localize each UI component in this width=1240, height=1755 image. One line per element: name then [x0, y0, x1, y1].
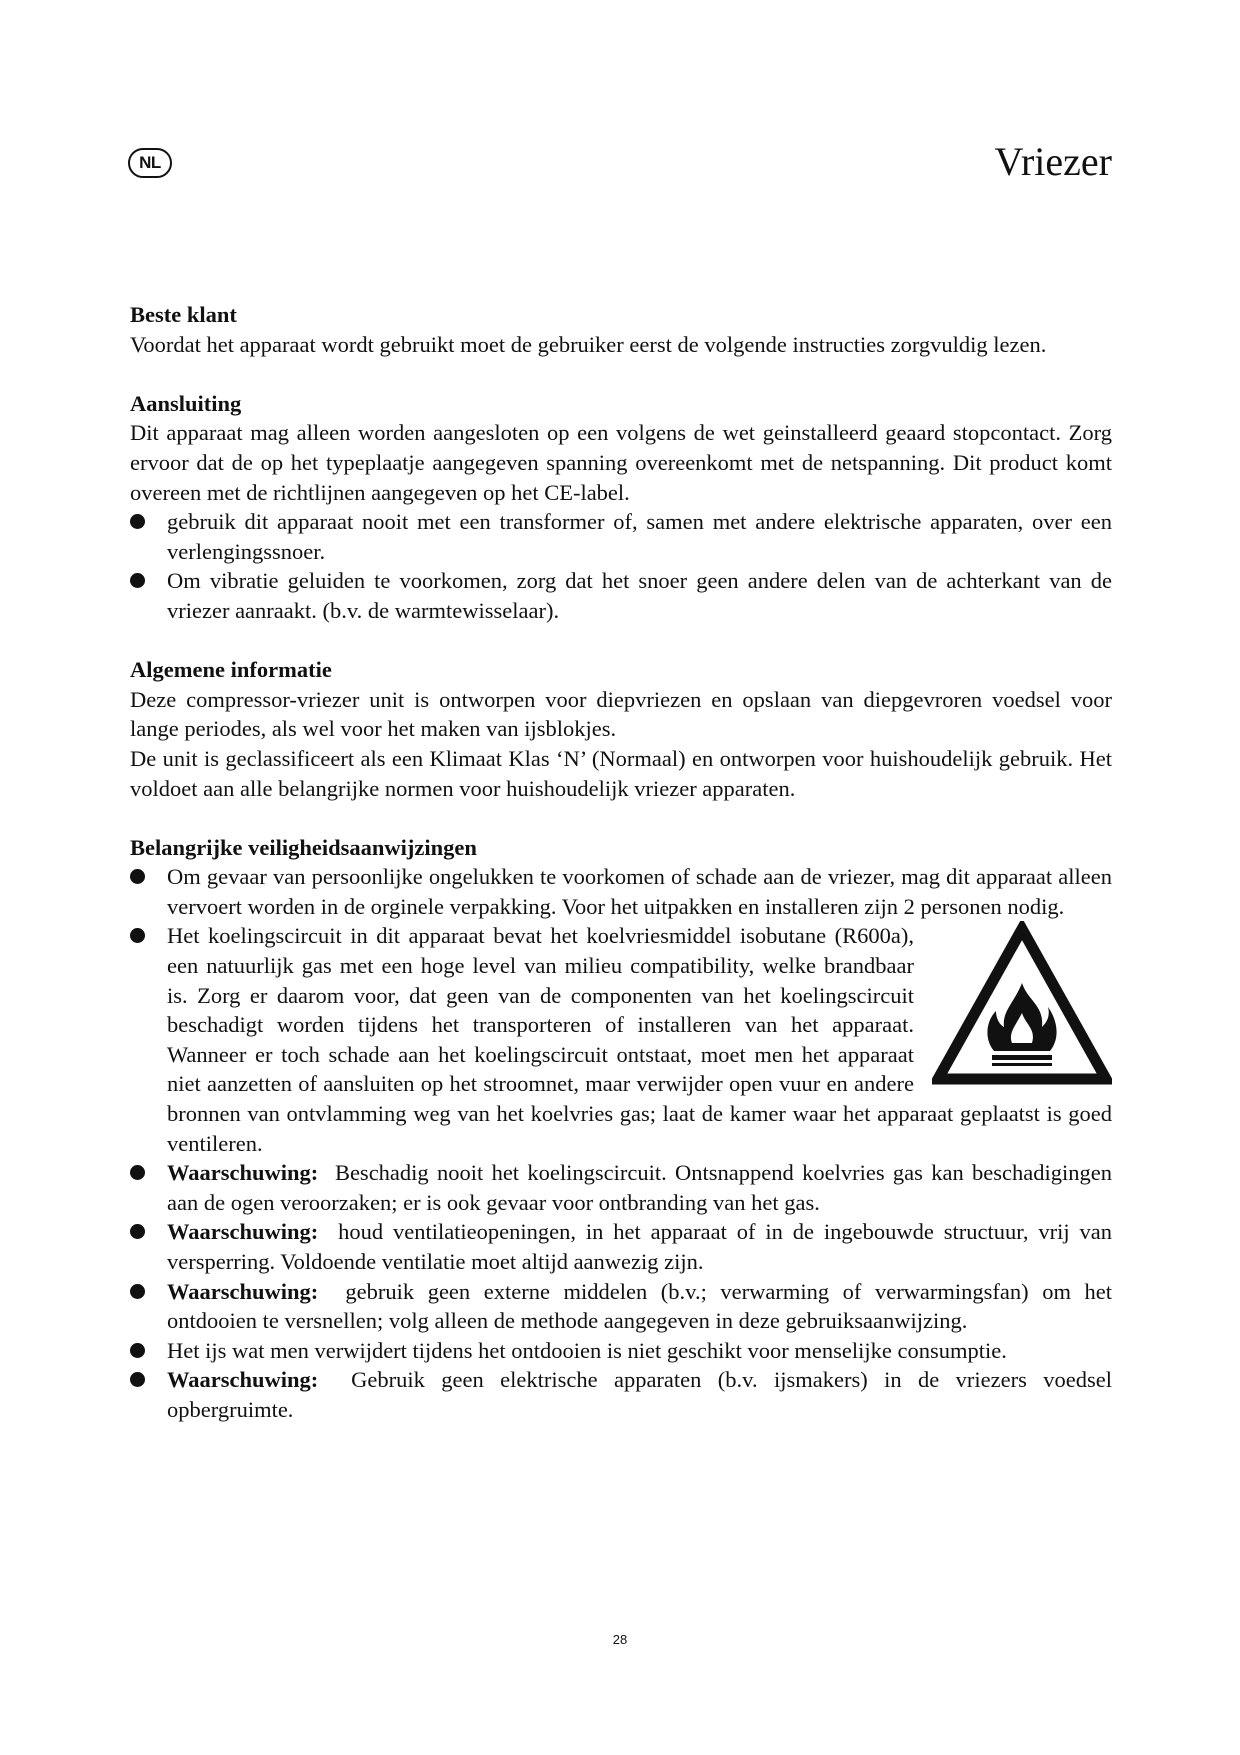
section-algemene-informatie [130, 655, 1112, 803]
list-item-text: Gebruik geen elektrische apparaten (b.v. ijsmakers) in de vriezers voedsel opbergruimte. [167, 1367, 1112, 1422]
list-item-text: gebruik dit apparaat nooit met een transformer of, samen met andere elektrische apparaten, over een verlengingssnoer. [167, 509, 1112, 564]
list-item [130, 921, 1112, 1158]
bullet-list [130, 862, 1112, 1424]
list-item-text: gebruik geen externe middelen (b.v.; verwarming of verwarmingsfan) om het ontdooien te versnellen; volg alleen de methode aangegeven in deze gebruiksaanwijzing. [167, 1278, 1113, 1334]
section-text: Deze compressor-vriezer unit is ontworpen voor diepvriezen en opslaan van diepgevroren voedsel voor lange periodes, als wel voor het maken van ijsblokjes. [130, 686, 1112, 742]
list-item-text: houd ventilatieopeningen, in het apparaat of in de ingebouwde structuur, vrij van versperring. Voldoende ventilatie moet altijd aanwezig zijn. [167, 1219, 1112, 1274]
list-item [130, 862, 1112, 921]
bullet-icon [130, 1284, 145, 1299]
language-badge [128, 148, 172, 178]
bullet-icon [130, 869, 145, 884]
bullet-icon [130, 1372, 145, 1387]
list-item [130, 1217, 1112, 1276]
warning-label: Waarschuwing: [167, 1160, 319, 1186]
page-number: 28 [612, 1632, 628, 1647]
list-item-text: Om gevaar van persoonlijke ongelukken te voorkomen of schade aan de vriezer, mag dit apparaat alleen vervoert worden in de orginele verpakking. Voor het uitpakken en installeren zijn 2 personen nodig. [167, 864, 1112, 919]
list-item-text: Het koelingscircuit in dit apparaat bevat het koelvriesmiddel isobutane (R600a), een natuurlijk gas met een hoge level van milieu compatibility, welke brandbaar is. Zorg er daarom voor, dat geen van de componenten van het koelingscircuit beschadigt worden tijdens het transporteren of installeren van het apparaat. Wanneer er toch schade aan het koelingscircuit ontstaat, moet men het apparaat niet aanzetten of aansluiten op het stroomnet, maar verwijder open vuur en andere bronnen van ontvlamming weg van het koelvries gas; laat de kamer waar het apparaat geplaatst is goed ventileren. [167, 923, 1112, 1156]
section-heading: Aansluiting [130, 390, 242, 416]
language-code: NL [139, 153, 161, 172]
section-text: De unit is geclassificeert als een Klimaat Klas ‘N’ (Normaal) en ontworpen voor huishoudelijk gebruik. Het voldoet aan alle belangrijke normen voor huishoudelijk vriezer apparaten. [130, 745, 1112, 801]
bullet-icon [130, 573, 145, 588]
list-item [130, 507, 1112, 566]
list-item [130, 1277, 1112, 1336]
list-item [130, 1336, 1112, 1366]
page-title: Vriezer [994, 139, 1112, 184]
section-aansluiting [130, 389, 1112, 626]
section-text: Voordat het apparaat wordt gebruikt moet de gebruiker eerst de volgende instructies zorgvuldig lezen. [130, 331, 1047, 357]
section-heading: Beste klant [130, 302, 237, 327]
flammable-warning-icon [932, 921, 1112, 1091]
list-item [130, 1158, 1112, 1217]
section-heading: Algemene informatie [130, 657, 332, 683]
section-text: Dit apparaat mag alleen worden aangesloten op een volgens de wet geinstalleerd geaard stopcontact. Zorg ervoor dat de op het typeplaatje aangegeven spanning overeenkomt met de netspanning. Dit product komt overeen met de richtlijnen aangegeven op het CE-label. [130, 420, 1112, 505]
section-veiligheid [130, 833, 1112, 1425]
bullet-icon [130, 928, 145, 943]
bullet-icon [130, 1343, 145, 1358]
warning-label: Waarschuwing: [167, 1219, 319, 1245]
bullet-icon [130, 1224, 145, 1239]
bullet-list [130, 507, 1112, 625]
list-item [130, 1365, 1112, 1424]
section-beste-klant [130, 300, 1112, 359]
list-item-text: Om vibratie geluiden te voorkomen, zorg dat het snoer geen andere delen van de achterkant van de vriezer aanraakt. (b.v. de warmtewisselaar). [167, 568, 1112, 623]
document-body [130, 300, 1112, 1454]
bullet-icon [130, 1165, 145, 1180]
bullet-icon [130, 514, 145, 529]
warning-label: Waarschuwing: [167, 1278, 319, 1304]
list-item-text: Beschadig nooit het koelingscircuit. Ontsnappend koelvries gas kan beschadigingen aan de ogen veroorzaken; er is ook gevaar voor ontbranding van het gas. [167, 1160, 1112, 1215]
list-item-text: Het ijs wat men verwijdert tijdens het ontdooien is niet geschikt voor menselijke consumptie. [167, 1337, 1007, 1363]
section-heading: Belangrijke veiligheidsaanwijzingen [130, 834, 477, 860]
warning-label: Waarschuwing: [167, 1367, 319, 1393]
list-item [130, 566, 1112, 625]
